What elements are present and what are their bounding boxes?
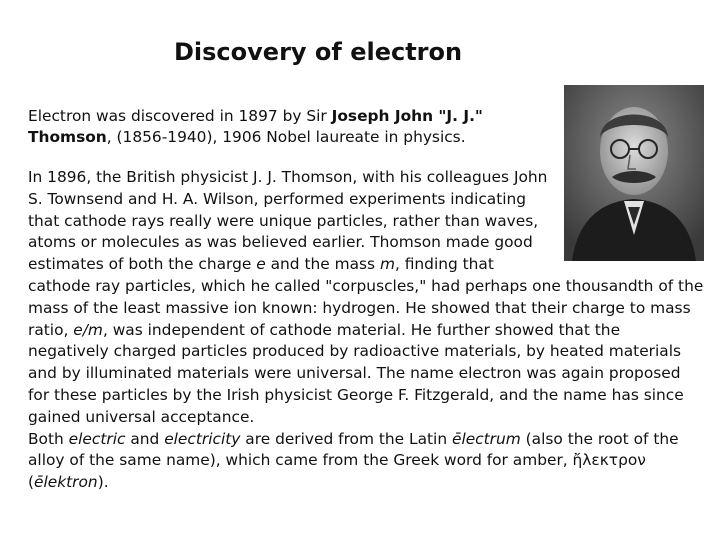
body-text-2: and the mass xyxy=(265,255,380,274)
body-text-8: (also the root of the alloy of the same name), which came from the Greek word for amber, ἤλεκτρον ( xyxy=(28,429,679,492)
portrait-image xyxy=(564,85,704,261)
intro-text-1: Electron was discovered in 1897 by Sir xyxy=(28,107,332,125)
body-text-7: are derived from the Latin xyxy=(240,429,452,448)
intro-name-1: Joseph John "J. J." xyxy=(331,107,483,125)
intro-name-2: Thomson xyxy=(28,128,107,146)
word-electricity: electricity xyxy=(164,429,241,448)
body-text-9: ). xyxy=(97,473,109,492)
intro-text-2: , (1856-1940), 1906 Nobel laureate in physics. xyxy=(106,128,466,146)
body-text-6: and xyxy=(125,429,165,448)
charge-symbol: e xyxy=(256,255,266,274)
body-text-5: Both xyxy=(28,429,69,448)
word-electric: electric xyxy=(68,429,126,448)
intro-paragraph xyxy=(28,106,558,148)
mass-symbol: m xyxy=(379,255,395,274)
body-text-3: , finding that cathode ray particles, which he called "corpuscles," had perhaps one thousandth of the mass of the least massive ion known: hydrogen. He showed that their charge to mass ratio, xyxy=(28,255,704,339)
page-title: Discovery of electron xyxy=(174,38,463,66)
charge-mass-ratio: e/m xyxy=(73,320,103,339)
thomson-portrait xyxy=(564,85,704,261)
word-electrum: ēlectrum xyxy=(451,429,521,448)
body-text-1: In 1896, the British physicist J. J. Thomson, with his colleagues John S. Townsend and H. A. Wilson, performed experiments indicating that cathode rays really were unique particles, rather than waves, atoms or molecules as was believed earlier. Thomson made good estimates of both the charge xyxy=(28,168,548,274)
word-elektron: ēlektron xyxy=(34,473,98,492)
body-text-4: , was independent of cathode material. He further showed that the negatively charged particles produced by radioactive materials, by heated materials and by illuminated materials were universal. The name electron was again proposed for these particles by the Irish physicist George F. Fitzgerald, and the name has since gained universal acceptance. xyxy=(28,320,684,426)
body-paragraph xyxy=(28,167,704,494)
